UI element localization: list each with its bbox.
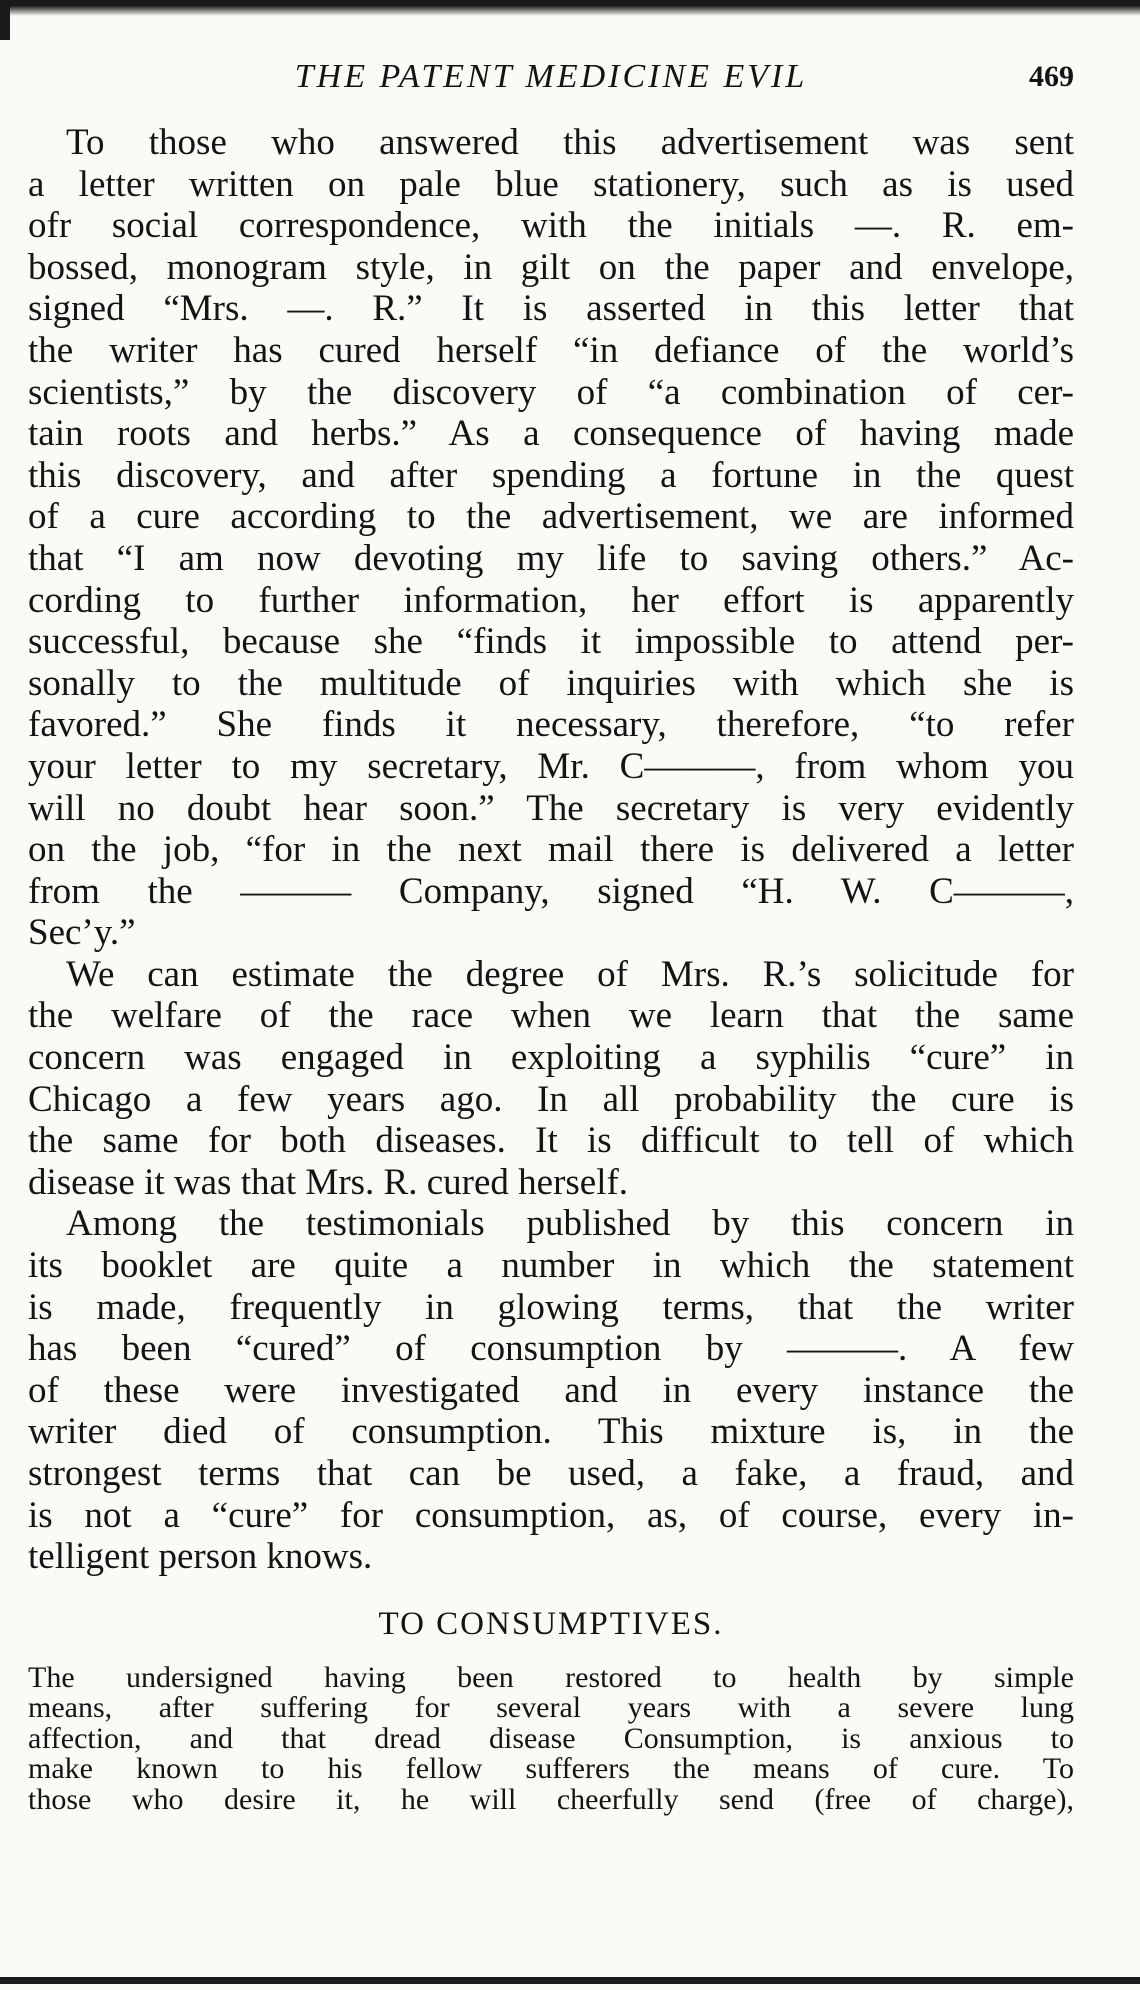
body-text (28, 122, 1074, 1815)
text-line: will no doubt hear soon.” The secretary is very evidently (28, 787, 1074, 829)
text-line: telligent person knows. (28, 1536, 373, 1578)
text-line: the writer has cured herself “in defiance of the world’s (28, 329, 1074, 371)
text-line: Among the testimonials published by this concern in (66, 1203, 1074, 1245)
text-line: concern was engaged in exploiting a syphilis “cure” in (28, 1037, 1074, 1079)
text-line: from the ——— Company, signed “H. W. C———, (28, 870, 1074, 912)
text-line: Sec’y.” (28, 912, 136, 954)
text-line: disease it was that Mrs. R. cured herself. (28, 1161, 629, 1203)
text-line: is not a “cure” for consumption, as, of course, every in- (28, 1494, 1074, 1536)
text-line: We can estimate the degree of Mrs. R.’s solicitude for (66, 953, 1074, 995)
text-line: strongest terms that can be used, a fake, a fraud, and (28, 1453, 1074, 1494)
page-number: 469 (1029, 60, 1074, 93)
text-line: a letter written on pale blue stationery, such as is used (28, 163, 1074, 205)
text-line: sonally to the multitude of inquiries with which she is (28, 662, 1074, 704)
text-line: its booklet are quite a number in which the statement (28, 1245, 1074, 1287)
text-line: tain roots and herbs.” As a consequence of having made (28, 413, 1074, 455)
text-line: bossed, monogram style, in gilt on the paper and envelope, (28, 246, 1074, 288)
running-title: THE PATENT MEDICINE EVIL (294, 58, 808, 95)
text-line: is made, frequently in glowing terms, that the writer (28, 1286, 1074, 1328)
text-line: successful, because she “finds it impossible to attend per- (28, 621, 1074, 663)
ad-line: those who desire it, he will cheerfully send (free of charge), (28, 1782, 1074, 1816)
text-line: To those who answered this advertisement was sent (66, 122, 1074, 163)
text-line: the same for both diseases. It is difficult to tell of which (28, 1120, 1074, 1162)
text-line: on the job, “for in the next mail there is delivered a letter (28, 829, 1074, 871)
paragraph-2 (28, 954, 1074, 1204)
ad-line: make known to his fellow sufferers the means of cure. To (28, 1752, 1074, 1786)
book-page (28, 48, 1074, 1928)
ad-heading: TO CONSUMPTIVES. (378, 1605, 724, 1642)
text-line: that “I am now devoting my life to saving others.” Ac- (28, 537, 1074, 579)
page-corner-shadow (0, 0, 10, 40)
text-line: of these were investigated and in every instance the (28, 1369, 1074, 1411)
text-line: signed “Mrs. —. R.” It is asserted in this letter that (28, 288, 1074, 330)
running-header (28, 48, 1074, 98)
text-line: of a cure according to the advertisement, we are informed (28, 496, 1074, 538)
text-line: this discovery, and after spending a fortune in the quest (28, 454, 1074, 496)
page-top-edge-shadow (0, 0, 1140, 16)
ad-text (28, 1660, 1074, 1816)
page-bottom-edge (0, 1977, 1140, 1984)
paragraph-3 (28, 1203, 1074, 1577)
text-line: scientists,” by the discovery of “a combination of cer- (28, 371, 1074, 413)
ad-line: The undersigned having been restored to health by simple (28, 1660, 1074, 1694)
text-line: ofr social correspondence, with the initials —. R. em- (28, 205, 1074, 247)
ad-line: means, after suffering for several years with a severe lung (28, 1691, 1074, 1725)
text-line: your letter to my secretary, Mr. C———, from whom you (28, 745, 1074, 787)
paragraph-1 (28, 122, 1074, 954)
text-line: has been “cured” of consumption by ———. A few (28, 1328, 1074, 1370)
text-line: Chicago a few years ago. In all probability the cure is (28, 1078, 1074, 1120)
text-line: writer died of consumption. This mixture is, in the (28, 1411, 1074, 1453)
text-line: the welfare of the race when we learn that the same (28, 995, 1074, 1037)
text-line: favored.” She finds it necessary, therefore, “to refer (28, 704, 1074, 746)
ad-line: affection, and that dread disease Consumption, is anxious to (28, 1721, 1074, 1755)
text-line: cording to further information, her effort is apparently (28, 579, 1074, 621)
